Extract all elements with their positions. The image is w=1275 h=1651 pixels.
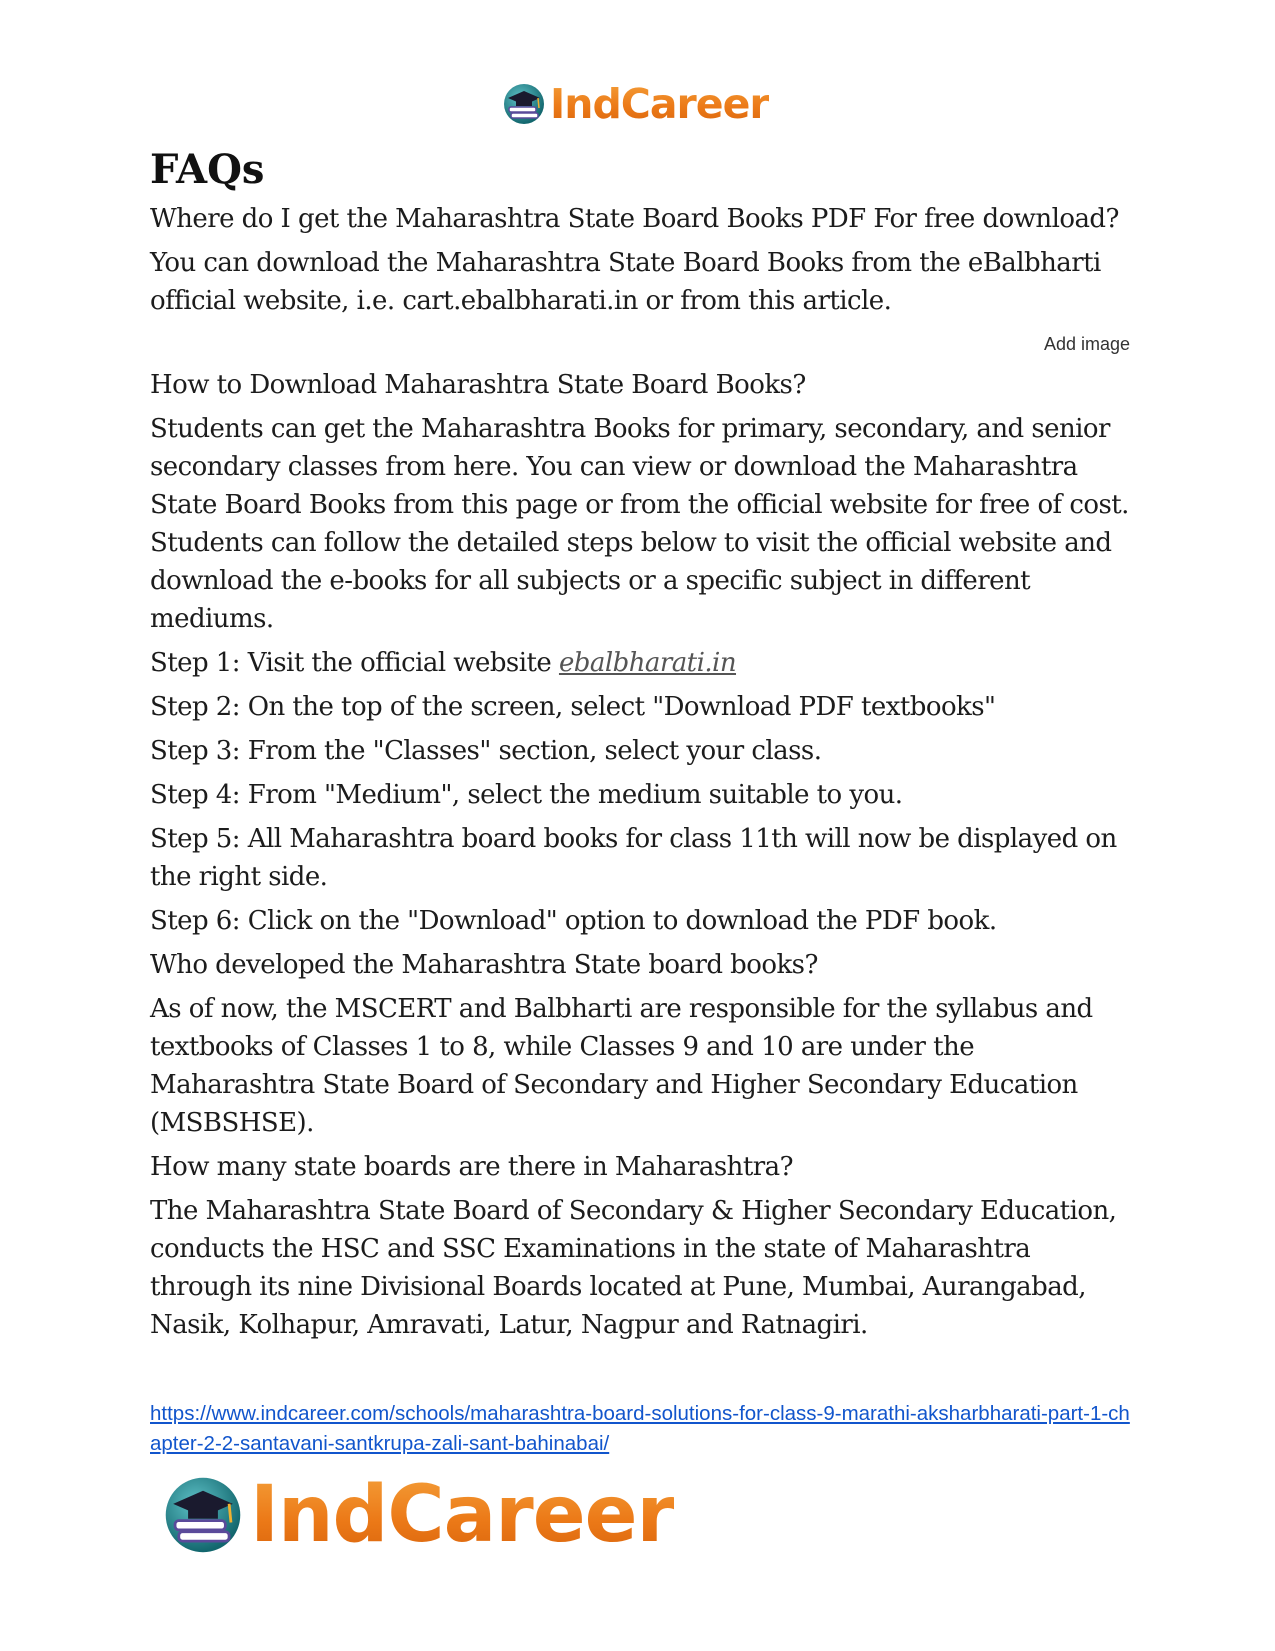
faq-question: How to Download Maharashtra State Board Books?: [150, 370, 806, 400]
faq-answer: As of now, the MSCERT and Balbharti are responsible for the syllabus and textbooks of Classes 1 to 8, while Classes 9 and 10 are under the Maharashtra State Board of Secondary and Higher Secondary Education (MSBSHSE).: [150, 994, 1093, 1138]
faq-question: Who developed the Maharashtra State board books?: [150, 950, 818, 980]
faq-question: Where do I get the Maharashtra State Board Books PDF For free download?: [150, 204, 1119, 234]
faq-content: [150, 146, 1130, 1350]
faq-answer: You can download the Maharashtra State Board Books from the eBalbharti official website, i.e. cart.ebalbharati.in or from this article.: [150, 248, 1101, 316]
step-item: Step 4: From "Medium", select the medium suitable to you.: [150, 780, 903, 810]
page-title: FAQs: [150, 146, 265, 193]
step-text: Step 1: Visit the official website: [150, 648, 559, 678]
logo-wordmark: IndCareer: [550, 80, 769, 128]
step-item: Step 6: Click on the "Download" option to download the PDF book.: [150, 906, 997, 936]
graduation-cap-books-icon: [162, 1474, 244, 1556]
source-url-link[interactable]: https://www.indcareer.com/schools/maharashtra-board-solutions-for-class-9-marathi-aksharbharati-part-1-chapter-2-2-santavani-santkrupa-zali-sant-bahinabai/: [150, 1402, 1130, 1455]
graduation-cap-books-icon: [502, 82, 546, 126]
faq-question: How many state boards are there in Maharashtra?: [150, 1152, 793, 1182]
add-image-label[interactable]: Add image: [1043, 334, 1130, 354]
logo-wordmark: IndCareer: [250, 1470, 674, 1560]
indcareer-logo-top[interactable]: [502, 80, 769, 128]
faq-answer: The Maharashtra State Board of Secondary & Higher Secondary Education, conducts the HSC and SSC Examinations in the state of Maharashtra through its nine Divisional Boards located at Pune, Mumbai, Aurangabad, Nasik, Kolhapur, Amravati, Latur, Nagpur and Ratnagiri.: [150, 1196, 1117, 1340]
step-item: [150, 644, 1130, 682]
faq-answer: Students can get the Maharashtra Books for primary, secondary, and senior secondary classes from here. You can view or download the Maharashtra State Board Books from this page or from the official website for free of cost. Students can follow the detailed steps below to visit the official website and download the e-books for all subjects or a specific subject in different mediums.: [150, 414, 1129, 634]
step-item: Step 2: On the top of the screen, select "Download PDF textbooks": [150, 692, 996, 722]
ebalbharati-link[interactable]: ebalbharati.in: [558, 648, 737, 678]
step-item: Step 5: All Maharashtra board books for class 11th will now be displayed on the right side.: [150, 824, 1117, 892]
step-item: Step 3: From the "Classes" section, select your class.: [150, 736, 822, 766]
indcareer-logo-bottom[interactable]: [162, 1470, 674, 1560]
